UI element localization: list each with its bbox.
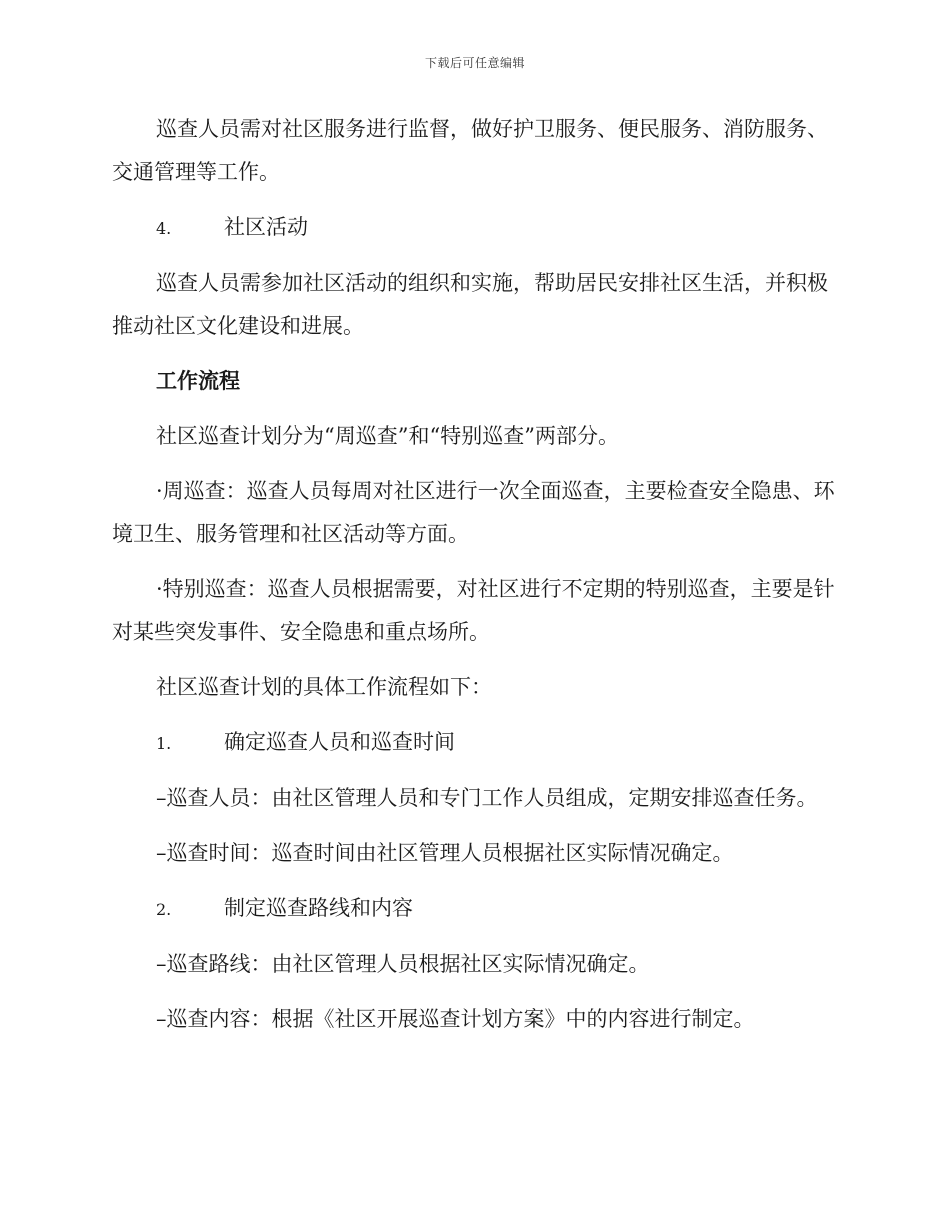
paragraph-activities: 巡查人员需参加社区活动的组织和实施，帮助居民安排社区生活，并积极推动社区文化建设和进展。 (112, 271, 828, 338)
item-number: 1. (156, 734, 172, 753)
item-number: 2. (156, 900, 172, 919)
bullet-weekly-inspection: ·周巡查：巡查人员每周对社区进行一次全面巡查，主要检查安全隐患、环境卫生、服务管理和社区活动等方面。 (112, 479, 835, 546)
bullet-special-inspection: ·特别巡查：巡查人员根据需要，对社区进行不定期的特别巡查，主要是针对某些突发事件、安全隐患和重点场所。 (112, 577, 835, 644)
paragraph-workflow-intro: 社区巡查计划的具体工作流程如下： (156, 675, 492, 699)
item-label: 确定巡查人员和巡查时间 (224, 730, 455, 754)
section-heading-workflow: 工作流程 (156, 369, 240, 393)
detail-route: –巡查路线：由社区管理人员根据社区实际情况确定。 (156, 952, 650, 976)
detail-personnel: –巡查人员：由社区管理人员和专门工作人员组成，定期安排巡查任务。 (156, 786, 818, 810)
detail-time: –巡查时间：巡查时间由社区管理人员根据社区实际情况确定。 (156, 841, 734, 865)
item-label: 制定巡查路线和内容 (224, 896, 413, 920)
detail-content: –巡查内容：根据《社区开展巡查计划方案》中的内容进行制定。 (156, 1007, 755, 1031)
item-label: 社区活动 (224, 215, 308, 239)
paragraph-service-supervision: 巡查人员需对社区服务进行监督，做好护卫服务、便民服务、消防服务、交通管理等工作。 (112, 117, 828, 184)
item-number: 4. (156, 219, 172, 238)
paragraph-plan-parts: 社区巡查计划分为“周巡查”和“特别巡查”两部分。 (156, 424, 619, 448)
numbered-item-community-activities (112, 206, 842, 250)
numbered-item-route-content (112, 887, 842, 931)
page-header: 下载后可任意编辑 (424, 56, 525, 70)
numbered-item-personnel-time (112, 721, 842, 765)
document-body (112, 108, 842, 1053)
